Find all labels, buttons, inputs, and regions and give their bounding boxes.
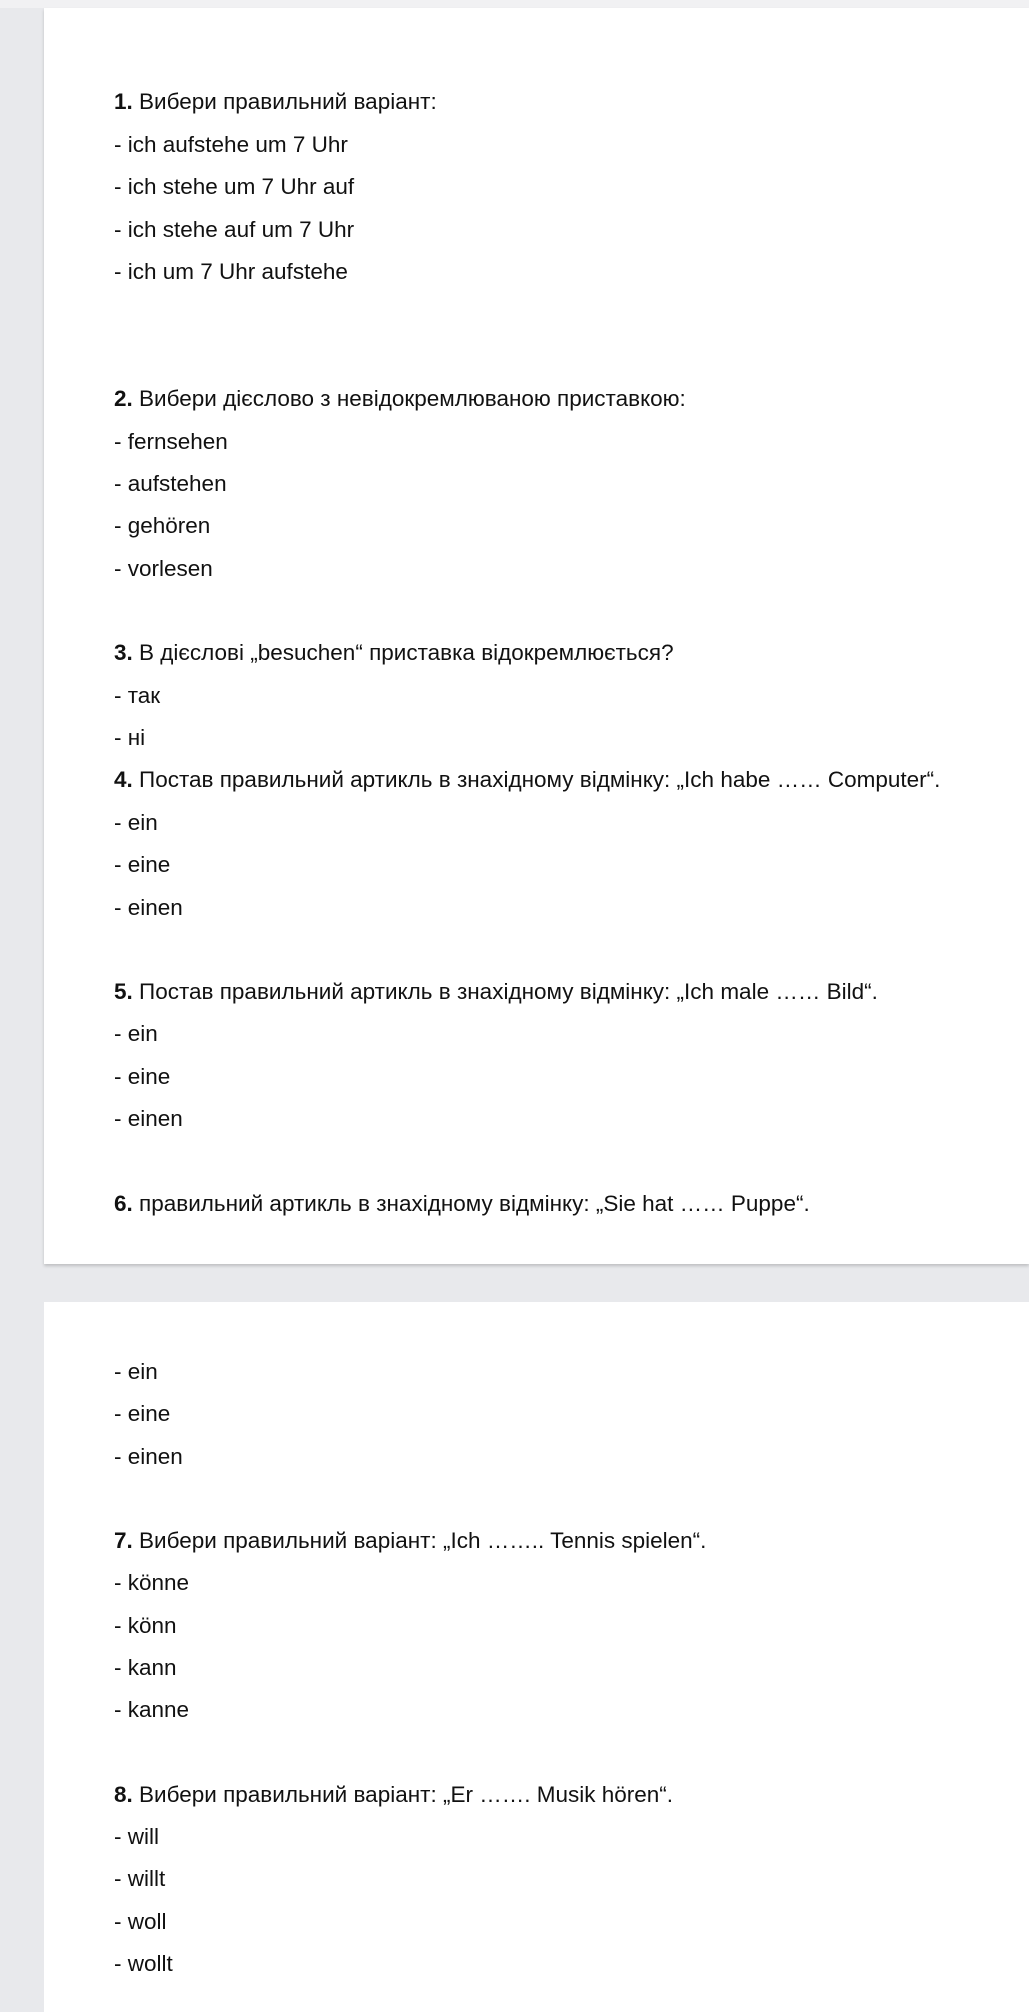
document-page-1 xyxy=(44,8,1029,1264)
option: - так xyxy=(114,683,161,708)
option: - aufstehen xyxy=(114,471,227,496)
option: - ні xyxy=(114,725,146,750)
option: - ich um 7 Uhr aufstehe xyxy=(114,259,348,284)
option: - woll xyxy=(114,1909,167,1934)
option: - einen xyxy=(114,1106,183,1131)
option: - wollt xyxy=(114,1951,173,1976)
option: - eine xyxy=(114,852,171,877)
option: - ich aufstehe um 7 Uhr xyxy=(114,132,348,157)
option: - ein xyxy=(114,1359,158,1384)
option: - einen xyxy=(114,1444,183,1469)
option: - fernsehen xyxy=(114,429,228,454)
option: - kann xyxy=(114,1655,177,1680)
option: - könne xyxy=(114,1570,190,1595)
question-1: 1. Вибери правильний варіант: xyxy=(114,89,437,114)
option: - will xyxy=(114,1824,159,1849)
option: - eine xyxy=(114,1064,171,1089)
option: - ich stehe um 7 Uhr auf xyxy=(114,174,355,199)
option: - ich stehe auf um 7 Uhr xyxy=(114,217,355,242)
option: - gehören xyxy=(114,513,211,538)
top-shadow xyxy=(0,0,1029,8)
option: - kanne xyxy=(114,1697,190,1722)
question-6: 6. правильний артикль в знахідному відмінку: „Sie hat …… Puppe“. xyxy=(114,1191,810,1216)
option: - vorlesen xyxy=(114,556,213,581)
option: - ein xyxy=(114,810,158,835)
option: - ein xyxy=(114,1021,158,1046)
question-2: 2. Вибери дієслово з невідокремлюваною приставкою: xyxy=(114,386,686,411)
question-8: 8. Вибери правильний варіант: „Er ……. Musik hören“. xyxy=(114,1782,673,1807)
question-3: 3. В дієслові „besuchen“ приставка відокремлюється? xyxy=(114,640,674,665)
option: - willt xyxy=(114,1866,166,1891)
question-4: 4. Постав правильний артикль в знахідному відмінку: „Ich habe …… Computer“. xyxy=(114,767,941,792)
option: - einen xyxy=(114,895,183,920)
option: - könn xyxy=(114,1613,177,1638)
document-page-2 xyxy=(44,1302,1029,2012)
question-7: 7. Вибери правильний варіант: „Ich …….. Tennis spielen“. xyxy=(114,1528,707,1553)
question-5: 5. Постав правильний артикль в знахідному відмінку: „Ich male …… Bild“. xyxy=(114,979,878,1004)
option: - eine xyxy=(114,1401,171,1426)
